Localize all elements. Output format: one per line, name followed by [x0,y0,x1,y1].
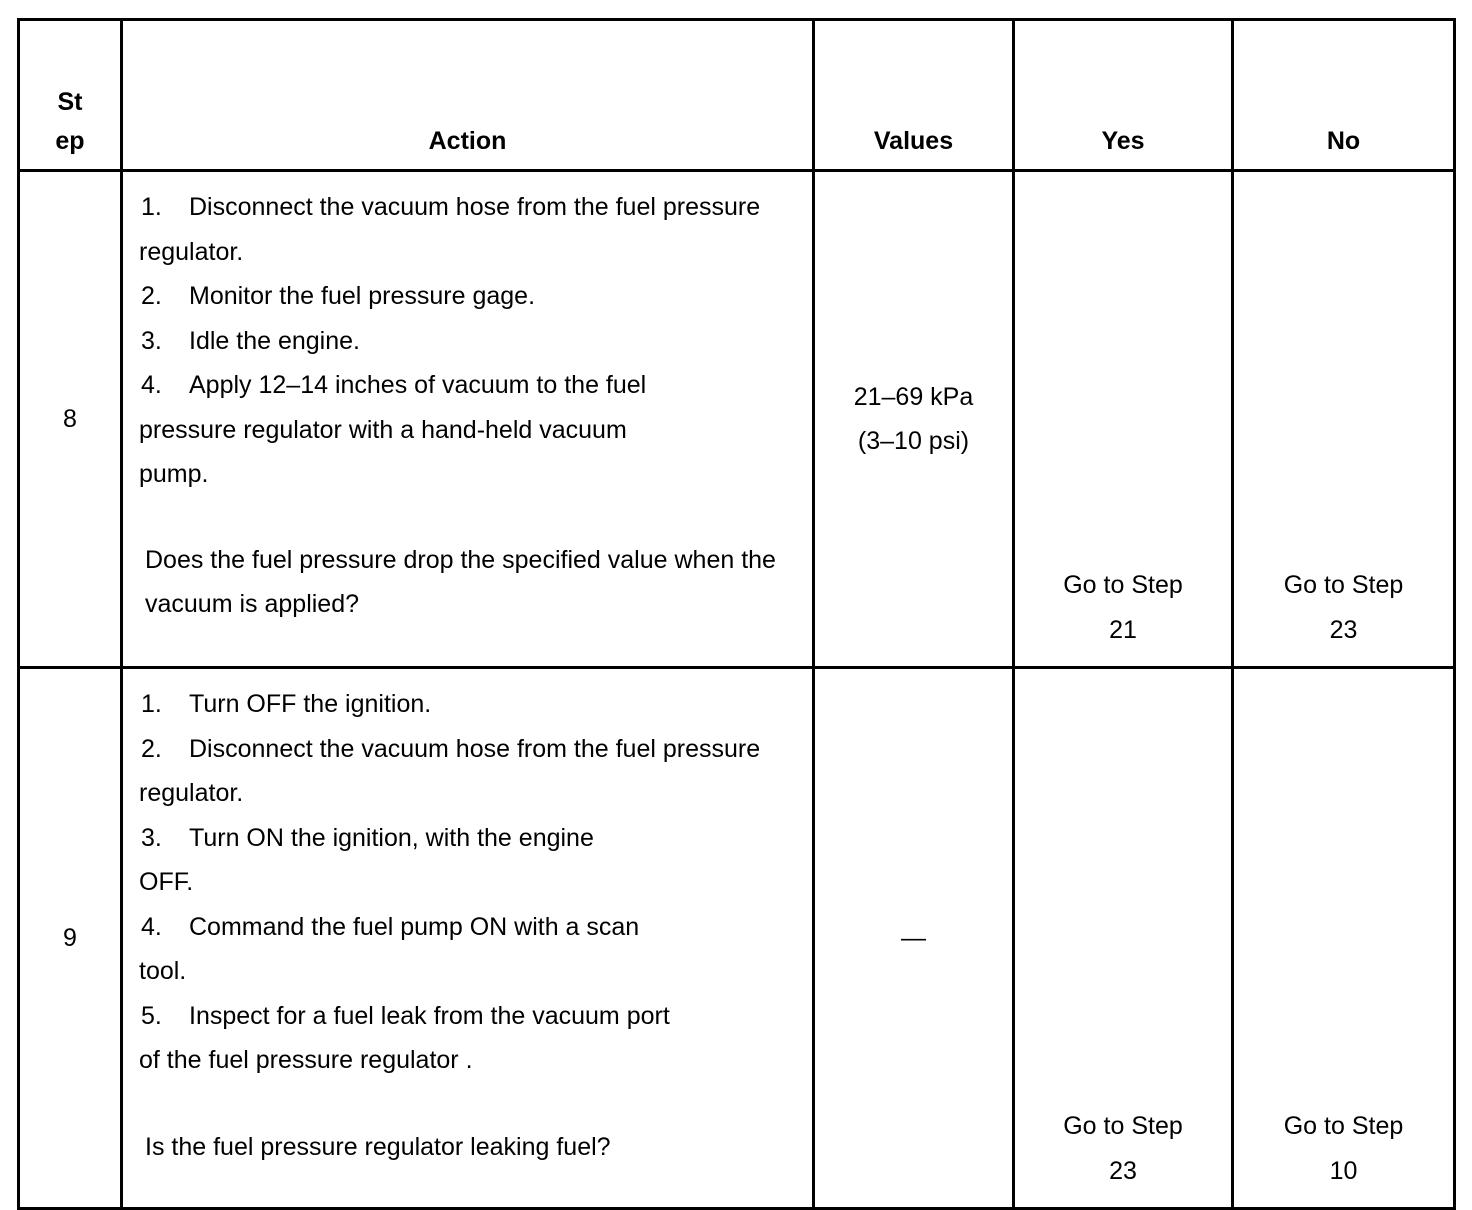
yes-cell [1014,668,1233,1209]
header-values: Values [814,20,1014,171]
header-action: Action [122,20,814,171]
action-item: 4. Apply 12–14 inches of vacuum to the fuel pressure regulator with a hand-held vacuum pump. [139,371,647,488]
action-item: 3. Idle the engine. [141,326,360,355]
values-cell [814,171,1014,668]
action-item: 5. Inspect for a fuel leak from the vacuum port of the fuel pressure regulator . [139,1001,670,1074]
table-header-row [19,20,1455,171]
question-text: Does the fuel pressure drop the specified value when the vacuum is applied? [145,545,776,618]
action-item: 1. Disconnect the vacuum hose from the fuel pressure regulator. [139,193,761,266]
action-item: 2. Disconnect the vacuum hose from the fuel pressure regulator. [139,734,761,807]
action-item: 2. Monitor the fuel pressure gage. [141,282,536,310]
table-row [19,668,1455,1209]
no-cell [1233,668,1455,1209]
values-cell [814,668,1014,1209]
value-line: 21–69 kPa [853,382,974,411]
no-cell [1233,171,1455,668]
header-step-label: St ep [55,88,85,155]
value-line: (3–10 psi) [857,427,970,455]
yes-answer: Go to Step 23 [1063,1112,1183,1185]
value-line: — [901,923,926,952]
diagnostic-table [17,18,1456,1210]
header-yes: Yes [1014,20,1233,171]
no-answer: Go to Step 23 [1283,571,1404,644]
action-cell [122,171,814,668]
no-answer: Go to Step 10 [1283,1112,1404,1185]
action-item: 4. Command the fuel pump ON with a scan tool. [139,912,640,985]
table-row [19,171,1455,668]
step-number: 9 [19,668,122,1209]
action-cell [122,668,814,1209]
yes-answer: Go to Step 21 [1063,571,1183,644]
yes-cell [1014,171,1233,668]
action-item: 1. Turn OFF the ignition. [141,690,432,718]
action-item: 3. Turn ON the ignition, with the engine OFF. [139,823,594,896]
header-no: No [1233,20,1455,171]
step-number: 8 [19,171,122,668]
question-text: Is the fuel pressure regulator leaking fuel? [145,1132,611,1161]
header-step [19,20,122,171]
